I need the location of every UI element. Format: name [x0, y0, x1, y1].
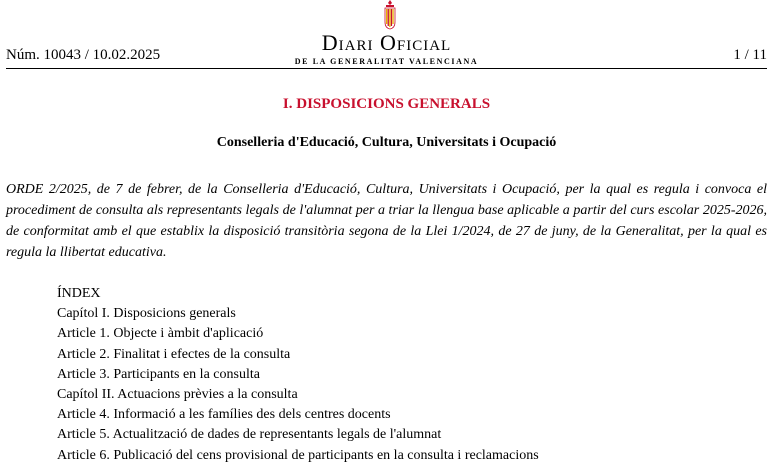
- department-name: Conselleria d'Educació, Cultura, Universitats i Ocupació: [216, 135, 557, 150]
- document-header: [0, 0, 773, 70]
- masthead-title: Diari Oficial: [321, 30, 452, 55]
- header-divider: [6, 68, 767, 69]
- section-title: I. DISPOSICIONS GENERALS: [282, 96, 491, 112]
- order-summary: ORDE 2/2025, de 7 de febrer, de la Conselleria d'Educació, Cultura, Universitats i Ocupació, per la qual es regula i convoca el procediment de consulta als representants legals de l'alumnat per a triar la llengua base aplicable a partir del curs escolar 2025-2026, de conformitat amb el que establix la disposició transitòria segona de la Llei 1/2024, de 27 de juny, de la Generalitat, per la qual es regula la llibertat educativa.: [6, 182, 767, 260]
- toc-item: Article 3. Participants en la consulta: [57, 366, 260, 382]
- toc-item: Article 5. Actualització de dades de representants legals de l'alumnat: [57, 427, 442, 443]
- table-of-contents: [57, 284, 539, 466]
- toc-item: Capítol II. Actuacions prèvies a la consulta: [57, 387, 298, 403]
- toc-item: Article 6. Publicació del cens provisional de participants en la consulta i reclamacions: [57, 447, 539, 463]
- page-indicator: 1 / 11: [733, 47, 767, 63]
- toc-item: Article 4. Informació a les famílies des dels centres docents: [57, 407, 391, 423]
- toc-item: Article 2. Finalitat i efectes de la consulta: [57, 346, 291, 362]
- toc-item: Article 1. Objecte i àmbit d'aplicació: [57, 326, 264, 342]
- toc-heading: ÍNDEX: [57, 286, 101, 301]
- bulletin-number-date: Núm. 10043 / 10.02.2025: [6, 47, 161, 63]
- toc-item: Capítol I. Disposicions generals: [57, 306, 236, 322]
- masthead-subtitle: DE LA GENERALITAT VALENCIANA: [294, 57, 479, 66]
- coat-of-arms-icon: [382, 0, 398, 30]
